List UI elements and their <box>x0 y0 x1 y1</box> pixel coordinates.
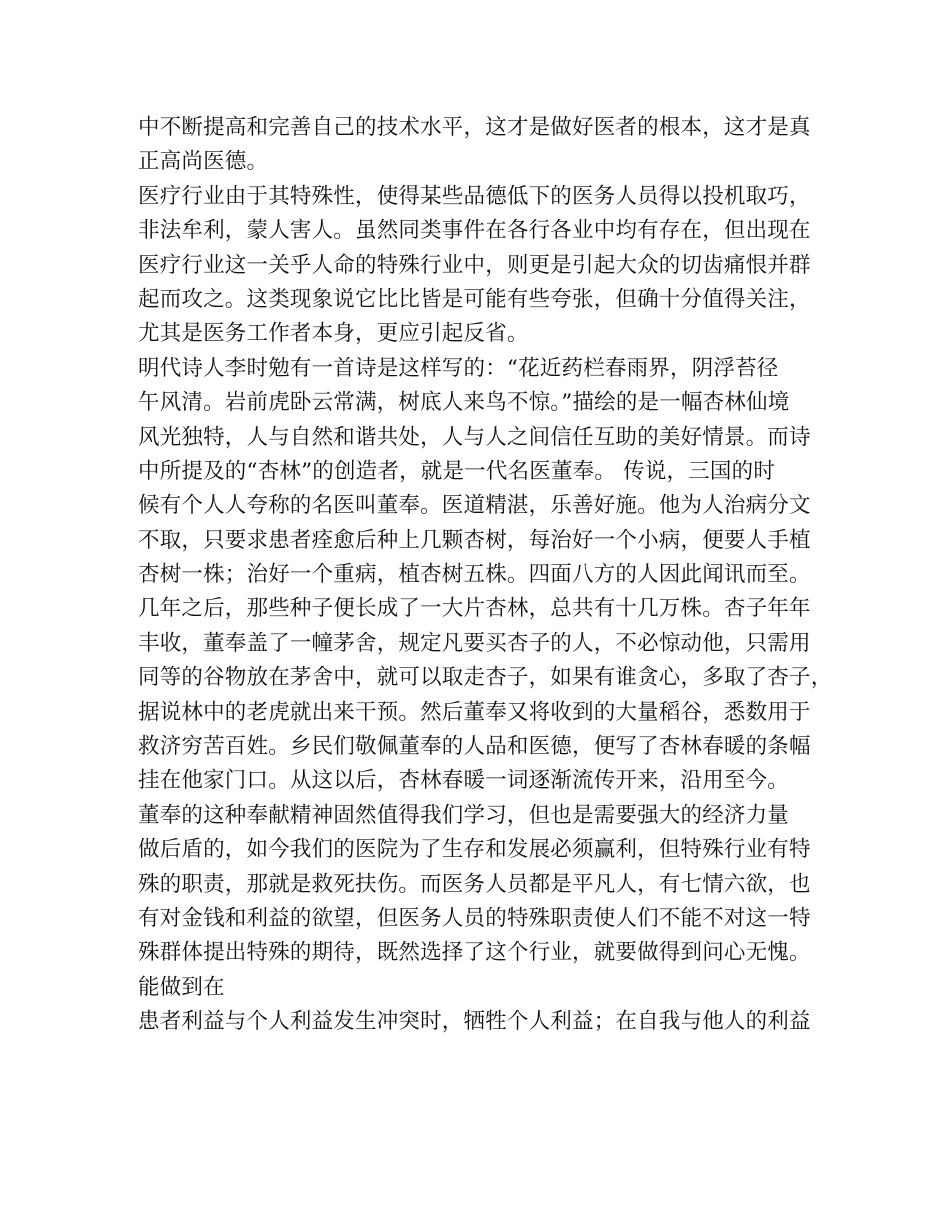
text-line: 医疗行业由于其特殊性，使得某些品德低下的医务人员得以投机取巧， <box>138 183 811 209</box>
body-text <box>138 111 833 1040</box>
text-line: 非法牟利，蒙人害人。虽然同类事件在各行各业中均有存在，但出现在 <box>138 218 811 244</box>
text-line: 中不断提高和完善自己的技术水平，这才是做好医者的根本，这才是真 <box>138 115 811 140</box>
text-line: 有对金钱和利益的欲望，但医务人员的特殊职责使人们不能不对这一特 <box>138 905 811 931</box>
text-line: 医疗行业这一关乎人命的特殊行业中，则更是引起大众的切齿痛恨并群 <box>138 252 811 278</box>
text-line: 救济穷苦百姓。乡民们敬佩董奉的人品和医德，便写了杏林春暖的条幅 <box>138 734 811 760</box>
text-line: 午风清。岩前虎卧云常满，树底人来鸟不惊。”描绘的是一幅杏林仙境 <box>138 390 790 416</box>
text-line: 做后盾的，如今我们的医院为了生存和发展必须赢利，但特殊行业有特 <box>138 837 811 863</box>
text-line: 不取，只要求患者痊愈后种上几颗杏树，每治好一个小病，便要人手植 <box>138 527 811 553</box>
text-line: 明代诗人李时勉有一首诗是这样写的：“花近药栏春雨界，阴浮苔径 <box>138 355 779 381</box>
text-line: 殊的职责，那就是救死扶伤。而医务人员都是平凡人，有七情六欲，也 <box>138 871 811 897</box>
text-line: 尤其是医务工作者本身，更应引起反省。 <box>138 321 529 347</box>
text-line: 杏树一株；治好一个重病，植杏树五株。四面八方的人因此闻讯而至。 <box>138 562 811 588</box>
text-line: 同等的谷物放在茅舍中，就可以取走杏子，如果有谁贪心，多取了杏子， <box>138 665 833 691</box>
text-line: 风光独特，人与自然和谐共处，人与人之间信任互助的美好情景。而诗 <box>138 424 811 450</box>
text-line: 起而攻之。这类现象说它比比皆是可能有些夸张，但确十分值得关注， <box>138 286 811 312</box>
text-line: 候有个人人夸称的名医叫董奉。医道精湛，乐善好施。他为人治病分文 <box>138 493 811 519</box>
text-line: 正高尚医德。 <box>138 149 269 175</box>
text-line: 几年之后，那些种子便长成了一大片杏林，总共有十几万株。杏子年年 <box>138 596 811 622</box>
text-line: 据说林中的老虎就出来干预。然后董奉又将收到的大量稻谷，悉数用于 <box>138 699 811 725</box>
text-line: 董奉的这种奉献精神固然值得我们学习，但也是需要强大的经济力量 <box>138 802 790 828</box>
text-line: 挂在他家门口。从这以后，杏林春暖一词逐渐流传开来，沿用至今。 <box>138 768 790 794</box>
text-line: 中所提及的“杏林”的创造者，就是一代名医董奉。 传说，三国的时 <box>138 458 776 484</box>
text-line: 能做到在 <box>138 974 225 1000</box>
text-line: 患者利益与个人利益发生冲突时，牺牲个人利益；在自我与他人的利益 <box>138 1009 811 1035</box>
text-line: 殊群体提出特殊的期待，既然选择了这个行业，就要做得到问心无愧。 <box>138 940 811 966</box>
text-line: 丰收，董奉盖了一幢茅舍，规定凡要买杏子的人，不必惊动他，只需用 <box>138 630 811 656</box>
